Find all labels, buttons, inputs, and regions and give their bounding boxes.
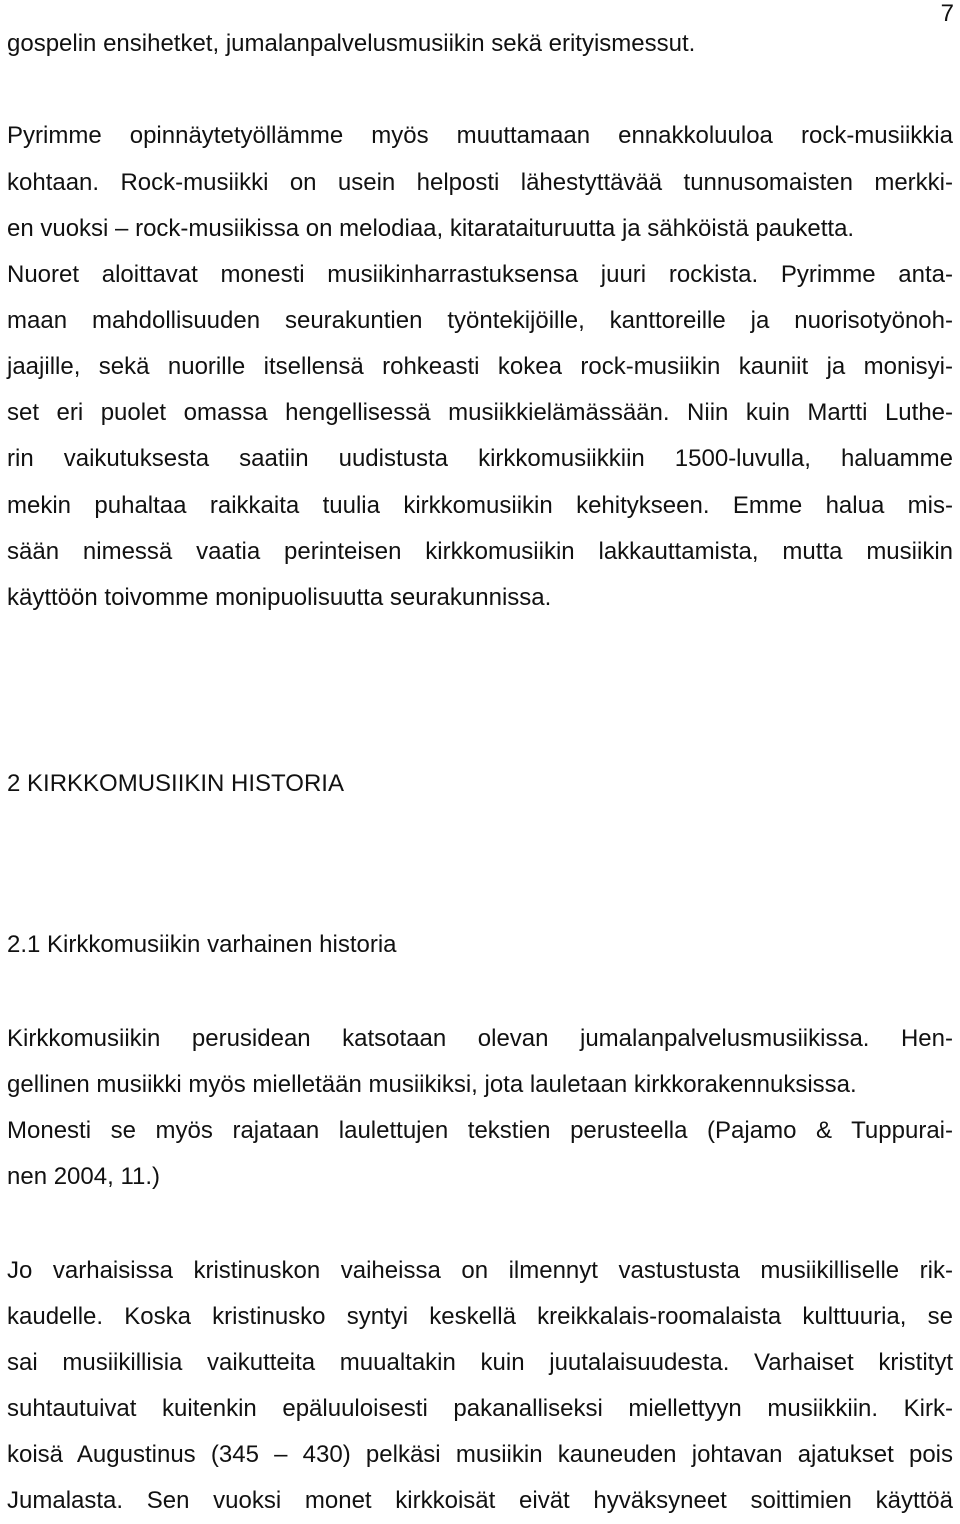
paragraph2-line: Monesti se myös rajataan laulettujen tekstien perusteella (Pajamo & Tuppurai- [7,1117,953,1144]
paragraph3-line: Jumalasta. Sen vuoksi monet kirkkoisät eivät hyväksyneet soittimien käyttöä [7,1487,953,1514]
paragraph3-line: sai musiikillisia vaikutteita muualtakin kuin juutalaisuudesta. Varhaiset kristityt [7,1349,953,1376]
paragraph3-line: Jo varhaisissa kristinuskon vaiheissa on ilmennyt vastustusta musiikilliselle rik- [7,1257,953,1284]
paragraph2-line: gellinen musiikki myös mielletään musiikiksi, jota lauletaan kirkkorakennuksissa. [7,1071,857,1098]
paragraph1-line: mekin puhaltaa raikkaita tuulia kirkkomusiikin kehitykseen. Emme halua mis- [7,492,953,519]
paragraph1-line: maan mahdollisuuden seurakuntien työntekijöille, kanttoreille ja nuorisotyönoh- [7,307,953,334]
paragraph1-line: sään nimessä vaatia perinteisen kirkkomusiikin lakkauttamista, mutta musiikin [7,538,953,565]
paragraph1-line: käyttöön toivomme monipuolisuutta seurakunnissa. [7,584,552,611]
paragraph1-line: jaajille, sekä nuorille itsellensä rohkeasti kokea rock-musiikin kauniit ja monisyi- [7,353,953,380]
paragraph2-line: nen 2004, 11.) [7,1163,161,1190]
paragraph3-line: koisä Augustinus (345 – 430) pelkäsi musiikin kauneuden johtavan ajatukset pois [7,1441,953,1468]
paragraph1-line: Pyrimme opinnäytetyöllämme myös muuttamaan ennakkoluuloa rock-musiikkia [7,122,953,149]
paragraph1-line: Nuoret aloittavat monesti musiikinharrastuksensa juuri rockista. Pyrimme anta- [7,261,953,288]
section-heading: 2.1 Kirkkomusiikin varhainen historia [7,931,397,958]
paragraph1-line: rin vaikutuksesta saatiin uudistusta kirkkomusiikkiin 1500-luvulla, haluamme [7,445,953,472]
paragraph3-line: kaudelle. Koska kristinusko syntyi keskellä kreikkalais-roomalaista kulttuuria, se [7,1303,953,1330]
paragraph2-line: Kirkkomusiikin perusidean katsotaan olevan jumalanpalvelusmusiikissa. Hen- [7,1025,953,1052]
intro-line: gospelin ensihetket, jumalanpalvelusmusiikin sekä erityismessut. [7,30,696,57]
paragraph1-line: en vuoksi – rock-musiikissa on melodiaa, kitarataituruutta ja sähköistä pauketta. [7,215,855,242]
page-number: 7 [940,0,954,27]
paragraph1-line: kohtaan. Rock-musiikki on usein helposti lähestyttävää tunnusomaisten merkki- [7,169,953,196]
chapter-heading: 2 KIRKKOMUSIIKIN HISTORIA [7,770,344,797]
paragraph1-line: set eri puolet omassa hengellisessä musiikkielämässään. Niin kuin Martti Luthe- [7,399,953,426]
paragraph3-line: suhtautuivat kuitenkin epäluuloisesti pakanalliseksi miellettyyn musiikkiin. Kirk- [7,1395,953,1422]
